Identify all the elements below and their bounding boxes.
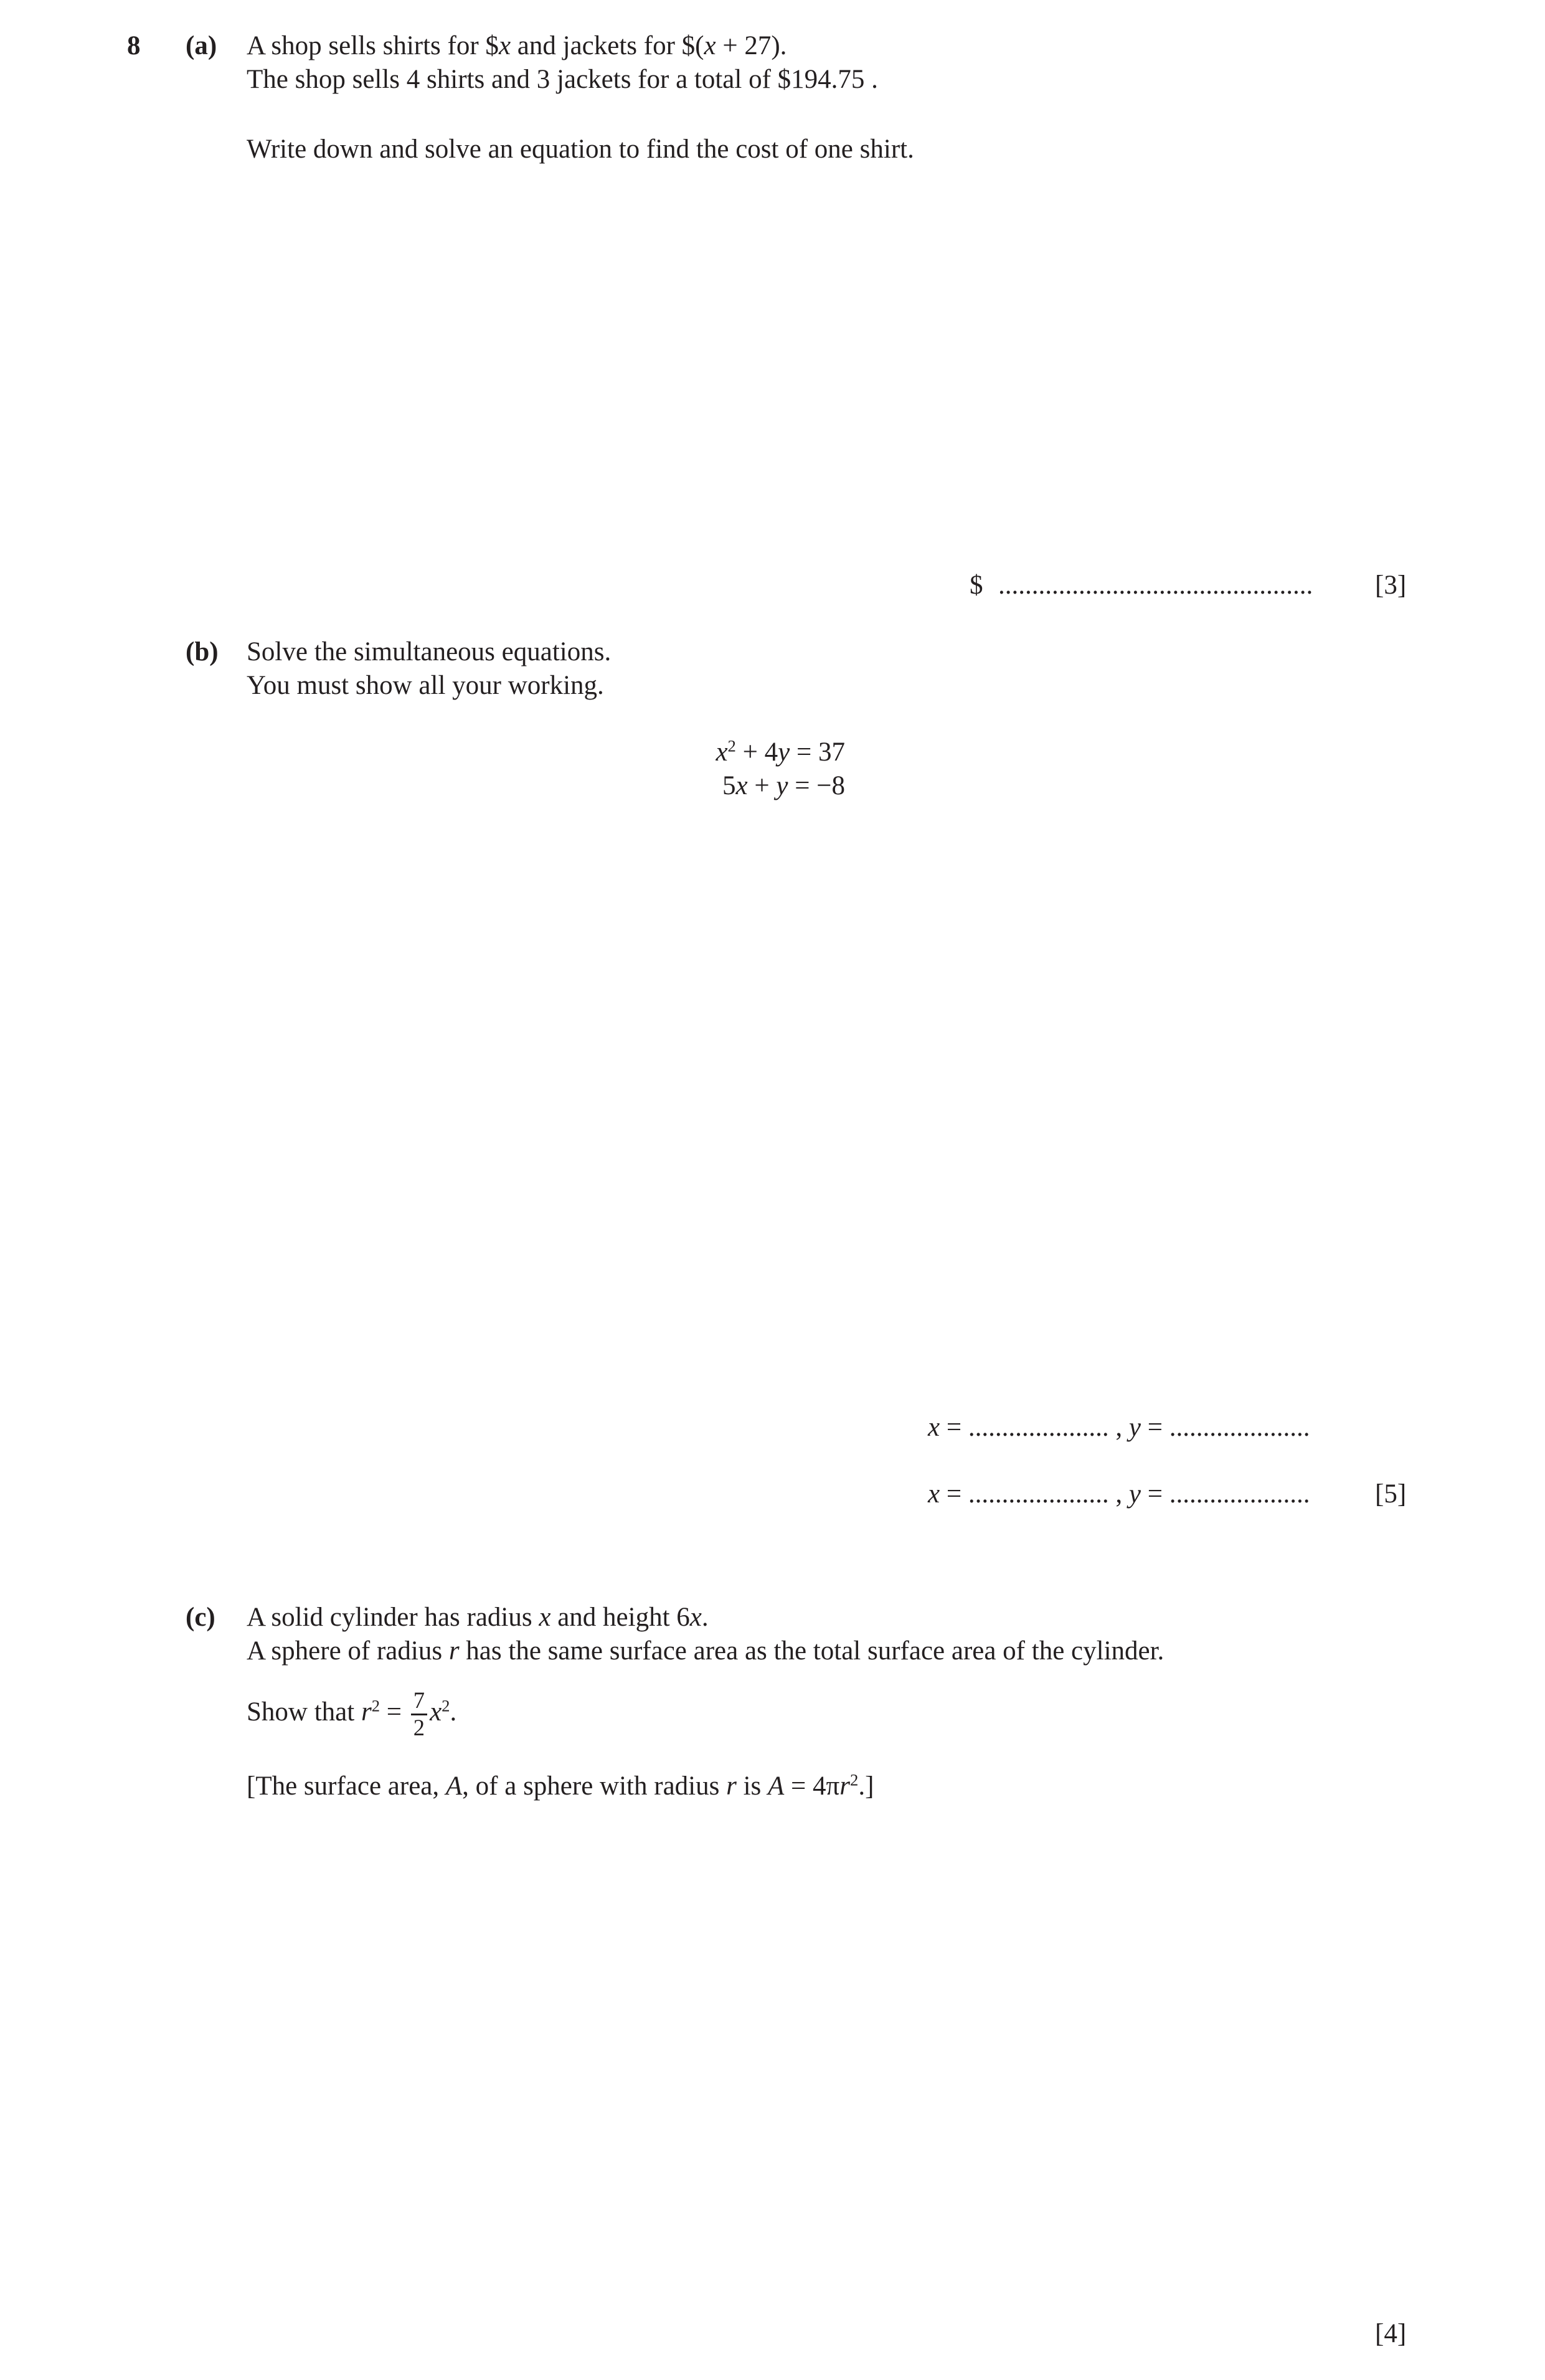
part-c-marks: [4] — [1375, 2319, 1407, 2348]
question-number: 8 — [127, 31, 141, 60]
formula-post: .] — [858, 1771, 874, 1801]
var-r: r — [361, 1697, 372, 1727]
equation-2 — [722, 772, 845, 799]
answer-x2-line[interactable]: ..................... — [968, 1479, 1109, 1509]
answer-x1-line[interactable]: ..................... — [968, 1413, 1109, 1442]
part-a-line1-post: + 27). — [716, 31, 787, 60]
part-c-line1-post: . — [701, 1603, 709, 1632]
part-c-line1-mid: and height 6 — [550, 1603, 690, 1632]
var-x: x — [735, 771, 748, 800]
part-b-answer-row-2 — [928, 1481, 1310, 1507]
part-b-line2: You must show all your working. — [247, 671, 604, 700]
var-A: A — [445, 1771, 463, 1801]
var-A: A — [768, 1771, 785, 1801]
fraction-numerator: 7 — [411, 1689, 427, 1715]
eq2-rhs: = −8 — [788, 771, 845, 800]
part-c-line1-pre: A solid cylinder has radius — [247, 1603, 539, 1632]
var-y: y — [1128, 1413, 1141, 1442]
var-x: x — [928, 1479, 940, 1509]
equals: = — [940, 1479, 968, 1509]
eq2-plus: + — [747, 771, 777, 800]
var-x: x — [928, 1413, 940, 1442]
part-a-line2: The shop sells 4 shirts and 3 jackets for a total of $194.75 . — [247, 65, 878, 94]
fraction-denominator: 2 — [413, 1714, 425, 1740]
fraction-seven-halves — [411, 1689, 427, 1739]
var-y: y — [778, 737, 790, 767]
var-x: x — [539, 1603, 551, 1632]
part-a-label: (a) — [186, 31, 217, 60]
part-b-label: (b) — [186, 637, 219, 666]
equals: = — [380, 1697, 409, 1727]
var-r: r — [448, 1636, 460, 1666]
var-x: x — [430, 1697, 442, 1727]
var-x: x — [716, 737, 728, 767]
part-c-formula-note — [247, 1770, 874, 1801]
part-a-line1-pre: A shop sells shirts for $ — [247, 31, 499, 60]
part-c-label: (c) — [186, 1603, 215, 1632]
equals: = — [1140, 1413, 1169, 1442]
show-that-pre: Show that — [247, 1697, 361, 1727]
exponent: 2 — [442, 1696, 450, 1715]
part-c-line2 — [247, 1638, 1164, 1664]
part-a-line1 — [247, 32, 787, 59]
var-r: r — [726, 1771, 737, 1801]
part-c-line2-pre: A sphere of radius — [247, 1636, 449, 1666]
formula-eq: = 4π — [784, 1771, 840, 1801]
part-c-line1 — [247, 1604, 709, 1631]
exponent: 2 — [727, 736, 736, 756]
formula-is: is — [736, 1771, 768, 1801]
separator: , — [1108, 1479, 1129, 1509]
show-that-post: . — [450, 1697, 457, 1727]
exponent: 2 — [371, 1696, 380, 1715]
part-a-answer-prefix: $ — [970, 571, 983, 600]
part-b-line1: Solve the simultaneous equations. — [247, 637, 612, 666]
var-r: r — [839, 1771, 850, 1801]
var-x: x — [498, 31, 511, 60]
part-a-answer-line[interactable]: ............................................... — [998, 571, 1313, 600]
var-y: y — [1128, 1479, 1141, 1509]
equation-1 — [716, 736, 845, 767]
part-a-instruction: Write down and solve an equation to find the cost of one shirt. — [247, 135, 914, 164]
formula-pre: [The surface area, — [247, 1771, 446, 1801]
var-y: y — [776, 771, 788, 800]
equals: = — [1140, 1479, 1169, 1509]
var-x: x — [689, 1603, 702, 1632]
answer-y1-line[interactable]: ..................... — [1169, 1413, 1310, 1442]
exponent: 2 — [850, 1770, 859, 1790]
formula-mid: , of a sphere with radius — [462, 1771, 727, 1801]
part-b-marks: [5] — [1375, 1479, 1407, 1509]
equals: = — [940, 1413, 968, 1442]
eq1-part-a: + 4 — [735, 737, 778, 767]
answer-y2-line[interactable]: ..................... — [1169, 1479, 1310, 1509]
part-c-show-that — [247, 1689, 456, 1739]
part-a-marks: [3] — [1375, 571, 1407, 600]
separator: , — [1108, 1413, 1129, 1442]
part-c-line2-post: has the same surface area as the total surface area of the cylinder. — [459, 1636, 1165, 1666]
part-b-answer-row-1 — [928, 1414, 1310, 1441]
eq2-coef: 5 — [722, 771, 736, 800]
var-x: x — [704, 31, 716, 60]
eq1-part-b: = 37 — [790, 737, 845, 767]
part-a-line1-mid: and jackets for $( — [511, 31, 704, 60]
